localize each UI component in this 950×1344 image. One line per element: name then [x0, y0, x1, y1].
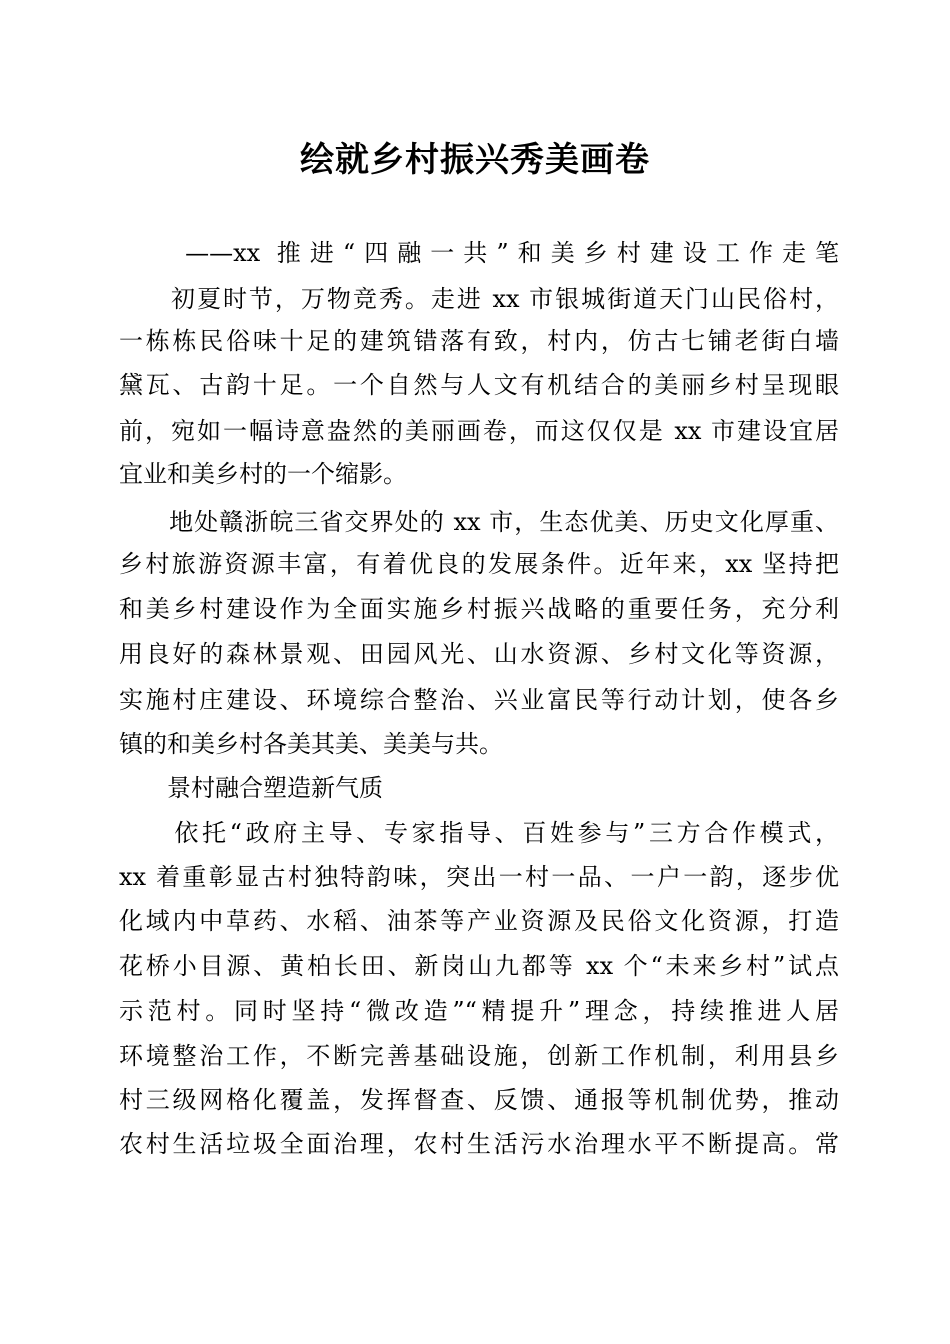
text-line: 示范村。同时坚持“微改造”“精提升”理念，持续推进人居: [119, 997, 839, 1025]
text-line: 镇的和美乡村各美其美、美美与共。: [119, 730, 503, 758]
text-line: 依托“政府主导、专家指导、百姓参与”三方合作模式，: [119, 819, 839, 847]
text-line: 和美乡村建设作为全面实施乡村振兴战略的重要任务，充分利: [119, 595, 839, 623]
text-line: ——xx 推进“四融一共”和美乡村建设工作走笔: [119, 239, 839, 267]
text-line: 乡村旅游资源丰富，有着优良的发展条件。近年来，xx 坚持把: [119, 550, 839, 578]
text-line: 地处赣浙皖三省交界处的 xx 市，生态优美、历史文化厚重、: [119, 508, 839, 536]
text-line: 一栋栋民俗味十足的建筑错落有致，村内，仿古七铺老街白墙: [119, 327, 839, 355]
text-line: 前，宛如一幅诗意盎然的美丽画卷，而这仅仅是 xx 市建设宜居: [119, 417, 839, 445]
text-line: 花桥小目源、黄柏长田、新岗山九都等 xx 个“未来乡村”试点: [119, 952, 839, 980]
text-line: 宜业和美乡村的一个缩影。: [119, 460, 407, 488]
text-line: 黛瓦、古韵十足。一个自然与人文有机结合的美丽乡村呈现眼: [119, 371, 839, 399]
section-heading: 景村融合塑造新气质: [119, 774, 383, 802]
text-line: xx 着重彰显古村独特韵味，突出一村一品、一户一韵，逐步优: [119, 863, 839, 891]
text-line: 实施村庄建设、环境综合整治、兴业富民等行动计划，使各乡: [119, 686, 839, 714]
text-line: 用良好的森林景观、田园风光、山水资源、乡村文化等资源，: [119, 640, 839, 668]
text-line: 村三级网格化覆盖，发挥督查、反馈、通报等机制优势，推动: [119, 1086, 839, 1114]
text-line: 化域内中草药、水稻、油茶等产业资源及民俗文化资源，打造: [119, 907, 839, 935]
document-title: 绘就乡村振兴秀美画卷: [300, 140, 650, 180]
text-line: 环境整治工作，不断完善基础设施，创新工作机制，利用县乡: [119, 1042, 839, 1070]
text-line: 农村生活垃圾全面治理，农村生活污水治理水平不断提高。常: [119, 1130, 839, 1158]
text-line: 初夏时节，万物竞秀。走进 xx 市银城街道天门山民俗村，: [119, 285, 839, 313]
